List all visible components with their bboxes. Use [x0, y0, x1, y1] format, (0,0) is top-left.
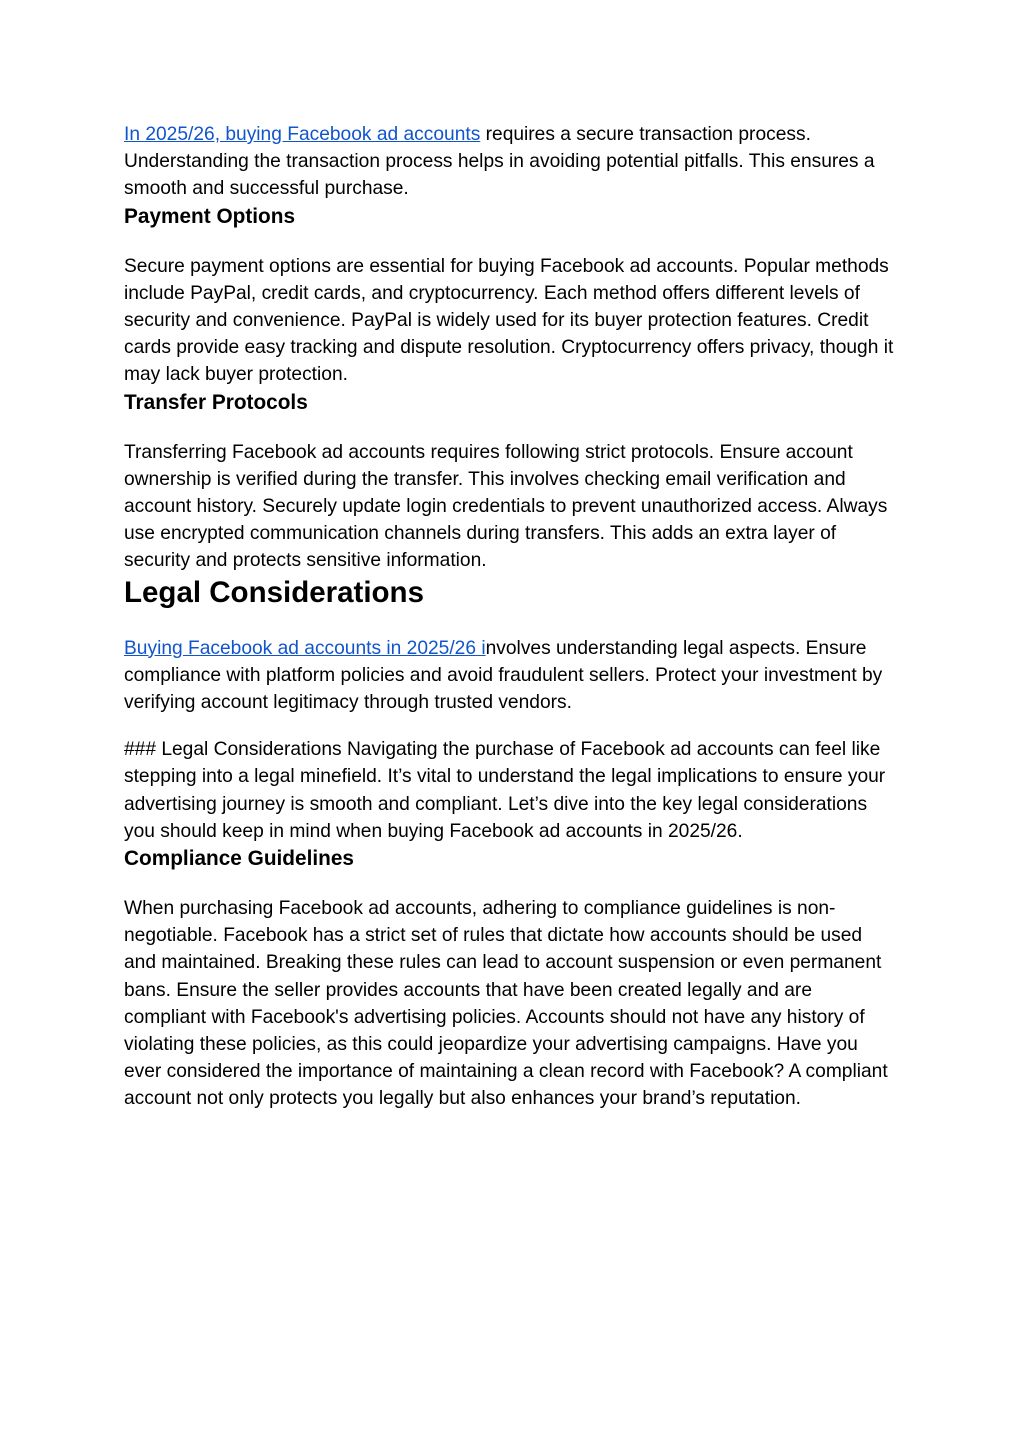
transfer-protocols-heading: Transfer Protocols	[124, 390, 308, 414]
compliance-guidelines-paragraph: When purchasing Facebook ad accounts, adhering to compliance guidelines is non-negotiable. Facebook has a strict set of rules that dictate how accounts should be used and maintained. Breaking these rules can lead to account suspension or even permanent bans. Ensure the seller provides accounts that have been created legally and are compliant with Facebook's advertising policies. Accounts should not have any history of violating these policies, as this could jeopardize your advertising campaigns. Have you ever considered the importance of maintaining a clean record with Facebook? A compliant account not only protects you legally but also enhances your brand’s reputation.	[124, 898, 888, 1110]
legal-considerations-heading: Legal Considerations	[124, 575, 424, 609]
payment-options-paragraph: Secure payment options are essential for buying Facebook ad accounts. Popular methods include PayPal, credit cards, and cryptocurrency. Each method offers different levels of security and convenience. PayPal is widely used for its buyer protection features. Credit cards provide easy tracking and dispute resolution. Cryptocurrency offers privacy, though it may lack buyer protection.	[124, 255, 894, 386]
intro-link[interactable]: In 2025/26, buying Facebook ad accounts	[124, 124, 481, 145]
legal-considerations-paragraph	[124, 635, 894, 717]
transfer-protocols-paragraph: Transferring Facebook ad accounts requires following strict protocols. Ensure account ownership is verified during the transfer. This involves checking email verification and account history. Securely update login credentials to prevent unauthorized access. Always use encrypted communication channels during transfers. This adds an extra layer of security and protects sensitive information.	[124, 441, 888, 572]
intro-paragraph	[124, 121, 894, 203]
intro-text: requires a secure transaction process. Understanding the transaction process helps in avoiding potential pitfalls. This ensures a smooth and successful purchase.	[124, 124, 875, 200]
payment-options-heading: Payment Options	[124, 204, 296, 228]
legal-text: nvolves understanding legal aspects. Ensure compliance with platform policies and avoid fraudulent sellers. Protect your investment by verifying account legitimacy through trusted vendors.	[124, 637, 883, 714]
compliance-guidelines-heading: Compliance Guidelines	[124, 847, 354, 871]
legal-considerations-paragraph-2: ### Legal Considerations Navigating the purchase of Facebook ad accounts can feel like stepping into a legal minefield. It’s vital to understand the legal implications to ensure your advertising journey is smooth and compliant. Let’s dive into the key legal considerations you should keep in mind when buying Facebook ad accounts in 2025/26.	[124, 739, 886, 842]
legal-link[interactable]: Buying Facebook ad accounts in 2025/26 i	[124, 637, 486, 659]
